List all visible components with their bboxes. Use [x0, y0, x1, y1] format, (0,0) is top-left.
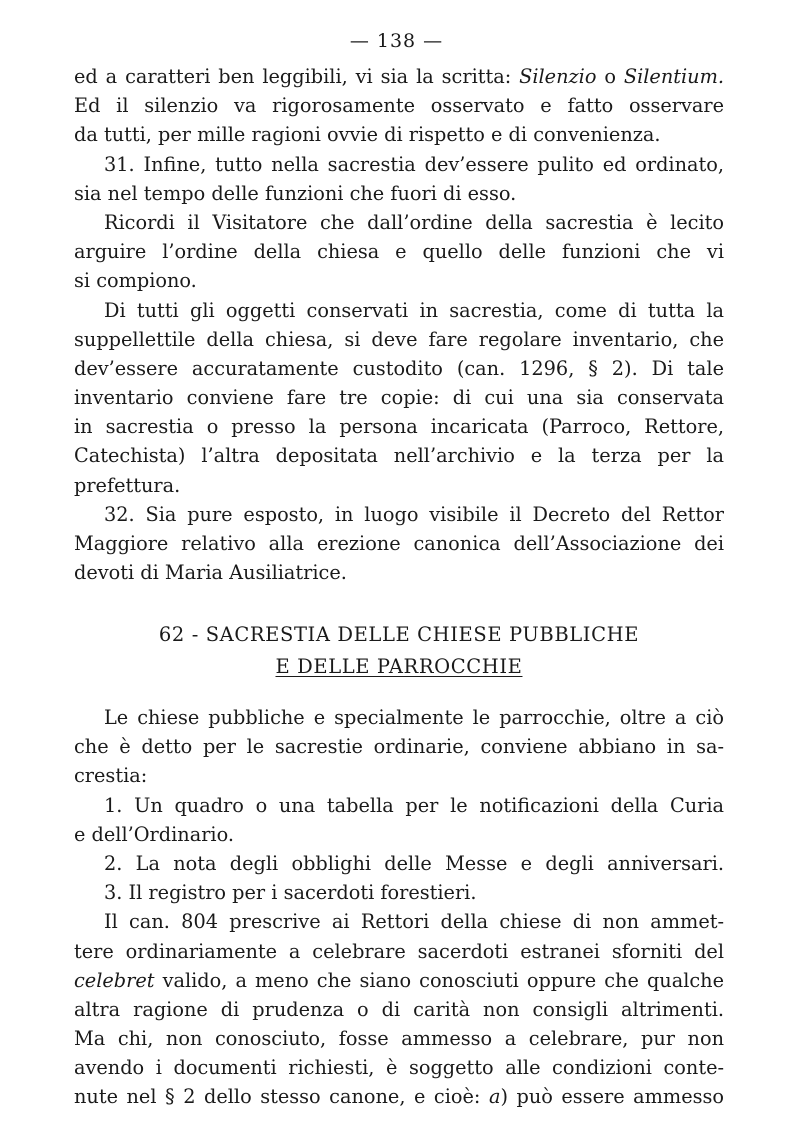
- text-line: altra ragione di prudenza o di carità non consigli altrimenti.: [74, 997, 724, 1021]
- body-text-section-b: [74, 703, 724, 1112]
- text-line: sia nel tempo delle funzioni che fuori di esso.: [74, 181, 517, 205]
- text-line: Maggiore relativo alla erezione canonica dell’Associazione dei: [74, 532, 724, 555]
- text-line: dev’essere accuratamente custodito (can. 1296, § 2). Di tale: [74, 356, 724, 380]
- text-line: devoti di Maria Ausiliatrice.: [74, 561, 347, 585]
- text-line: Di tutti gli oggetti conservati in sacrestia, come di tutta la: [104, 298, 724, 322]
- italic-term: Silentium.: [623, 65, 725, 88]
- italic-term: a: [488, 1085, 501, 1109]
- text-line: Le chiese pubbliche e specialmente le parrocchie, oltre a ciò: [104, 706, 724, 729]
- text-line: crestia:: [74, 764, 148, 788]
- text-line: avendo i documenti richiesti, è soggetto alle condizioni conte-: [74, 1056, 724, 1080]
- list-item: 3. Il registro per i sacerdoti forestieri.: [104, 881, 477, 905]
- text-line: Il can. 804 prescrive ai Rettori della chiese di non ammet-: [104, 910, 724, 934]
- italic-term: celebret: [74, 968, 155, 992]
- text-line: inventario conviene fare tre copie: di cui una sia conservata: [74, 386, 724, 410]
- page-number: — 138 —: [349, 30, 444, 52]
- text-line: celebret valido, a meno che siano conosciuti oppure che qualche: [74, 968, 724, 992]
- text-line: da tutti, per mille ragioni ovvie di rispetto e di convenienza.: [74, 123, 661, 147]
- text-line: prefettura.: [74, 473, 181, 497]
- text-line: Ma chi, non conosciuto, fosse ammesso a celebrare, pur non: [74, 1027, 724, 1051]
- text-line: Ricordi il Visitatore che dall’ordine della sacrestia è lecito: [104, 210, 724, 234]
- text-line: Ed il silenzio va rigorosamente osservato e fatto osservare: [74, 94, 724, 118]
- text-line: arguire l’ordine della chiesa e quello delle funzioni che vi: [74, 240, 724, 264]
- text-line: Catechista) l’altra depositata nell’archivio e la terza per la: [74, 444, 724, 468]
- body-text-section-a: [74, 62, 724, 587]
- text-line: che è detto per le sacrestie ordinarie, conviene abbiano in sa-: [74, 735, 724, 759]
- list-item: 1. Un quadro o una tabella per le notificazioni della Curia: [104, 793, 724, 817]
- text-line: si compiono.: [74, 269, 197, 293]
- text-line: e dell’Ordinario.: [74, 822, 234, 846]
- text-line: suppellettile della chiesa, si deve fare regolare inventario, che: [74, 327, 724, 351]
- section-heading-continued: E DELLE PARROCCHIE: [275, 655, 523, 678]
- text-line: in sacrestia o presso la persona incaricata (Parroco, Rettore,: [74, 415, 724, 439]
- list-item: 2. La nota degli obblighi delle Messe e degli anniversari.: [104, 851, 724, 875]
- text-line: 32. Sia pure esposto, in luogo visibile il Decreto del Rettor: [104, 502, 724, 526]
- text-line: nute nel § 2 dello stesso canone, e cioè: a) può essere ammesso: [74, 1085, 725, 1109]
- text-line: tere ordinariamente a celebrare sacerdoti estranei sforniti del: [74, 939, 724, 963]
- text-line: 31. Infine, tutto nella sacrestia dev’essere pulito ed ordinato,: [104, 152, 724, 176]
- section-heading: 62 - SACRESTIA DELLE CHIESE PUBBLICHE: [158, 623, 640, 646]
- text-line: ed a caratteri ben leggibili, vi sia la scritta: Silenzio o Silentium.: [74, 65, 725, 88]
- italic-term: Silenzio: [519, 65, 597, 88]
